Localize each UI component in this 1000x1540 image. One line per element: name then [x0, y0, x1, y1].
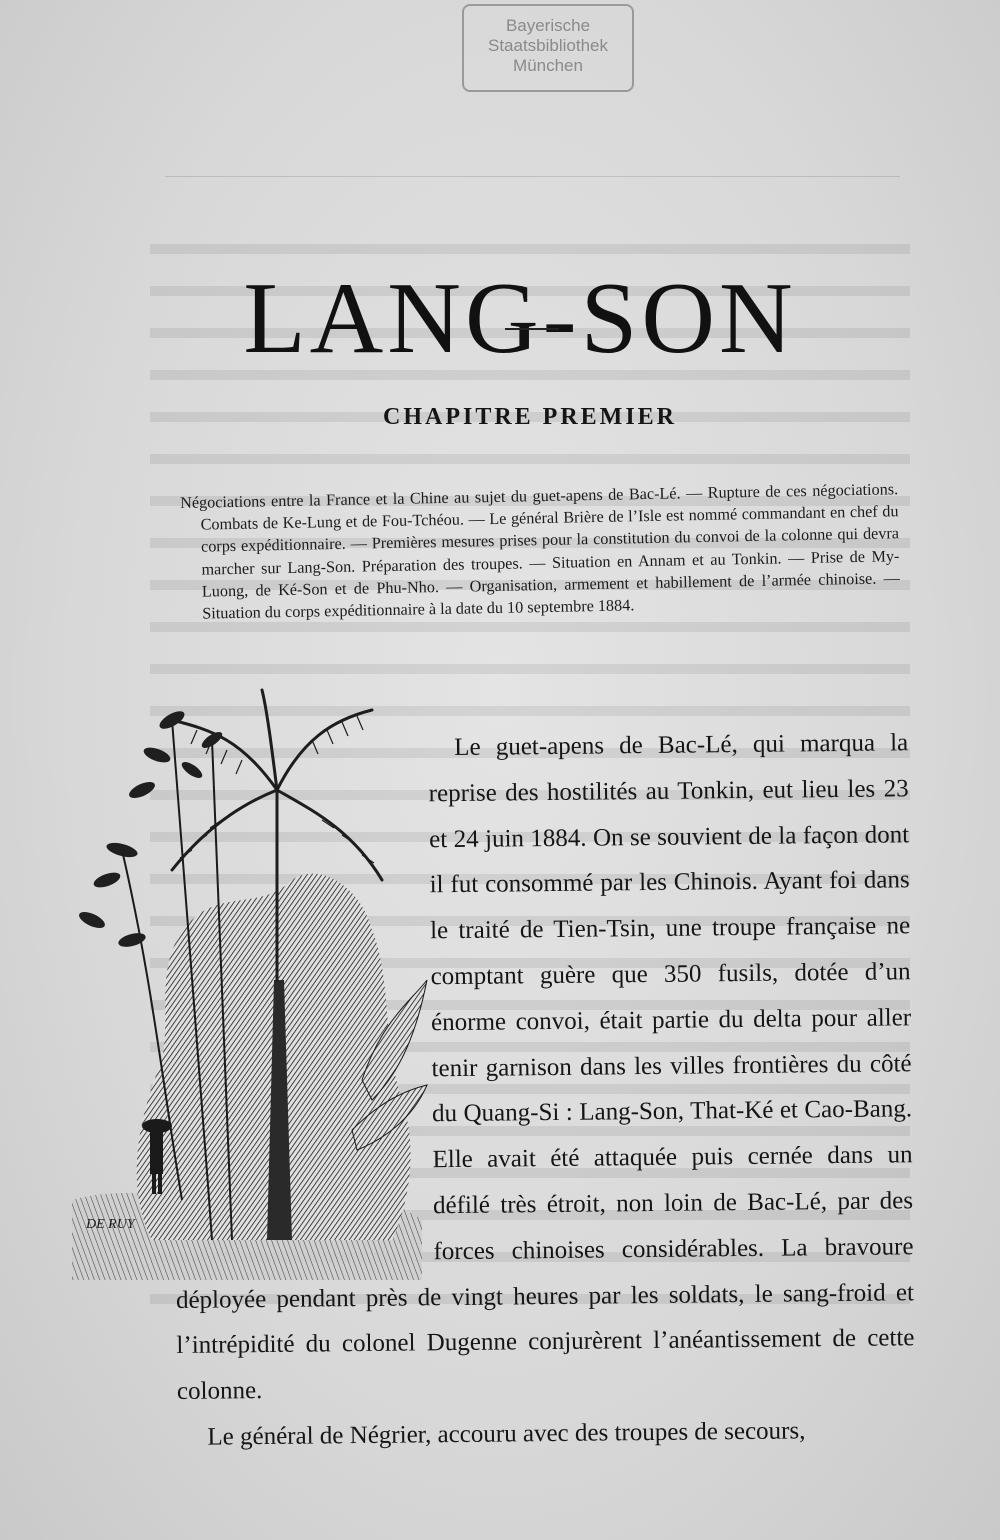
stamp-line-3: München	[513, 56, 583, 75]
library-stamp	[462, 4, 634, 92]
paragraph-2: Le général de Négrier, accouru avec des troupes de secours,	[207, 1417, 806, 1451]
page-title: LANG-SON	[243, 262, 797, 376]
artist-signature: DE RUY	[86, 1217, 135, 1232]
stamp-line-1: Bayerische	[505, 16, 591, 35]
main-text	[170, 720, 916, 1460]
title-divider	[505, 328, 559, 330]
header-rule	[165, 176, 900, 177]
chapter-heading: CHAPITRE PREMIER	[382, 404, 677, 430]
stamp-line-2: Staatsbibliothek	[487, 36, 609, 55]
summary-text: Négociations entre la France et la Chine au sujet du guet-apens de Bac-Lé. — Rupture de ces négociations. Combats de Ke-Lung et de Fou-Tchéou. — Le général Brière de l’Isle est nommé commandant en chef du corps expéditionnaire. — Premières mesures prises pour la constitution du convoi de la colonne qui devra marcher sur Lang-Son. Préparation des troupes. — Situation en Annam et au Tonkin. — Prise de My-Luong, de Ké-Son et de Phu-Nho. — Organisation, armement et habillement de l’armée chinoise. — Situation du corps expéditionnaire à la date du 10 septembre 1884.	[180, 480, 900, 623]
paragraph-1: Le guet-apens de Bac-Lé, qui marqua la reprise des hostilités au Tonkin, eut lieu les 23 et 24 juin 1884. On se souvient de la façon dont il fut consommé par les Chinois. Ayant foi dans le traité de Tien-Tsin, une troupe française ne comptant guère que 350 fusils, dotée d’un énorme convoi, était partie du delta pour aller tenir garnison dans les villes frontières du côté du Quang-Si : Lang-Son, That-Ké et Cao-Bang. Elle avait été attaquée puis cernée dans un défilé très étroit, non loin de Bac-Lé, par des forces chinoises considérables. La bravoure déployée pendant près de vingt heures par les soldats, le sang-froid et l’intrépidité du colonel Dugenne conjurèrent l’anéantissement de cette colonne.	[175, 729, 915, 1406]
chapter-summary	[180, 478, 900, 625]
